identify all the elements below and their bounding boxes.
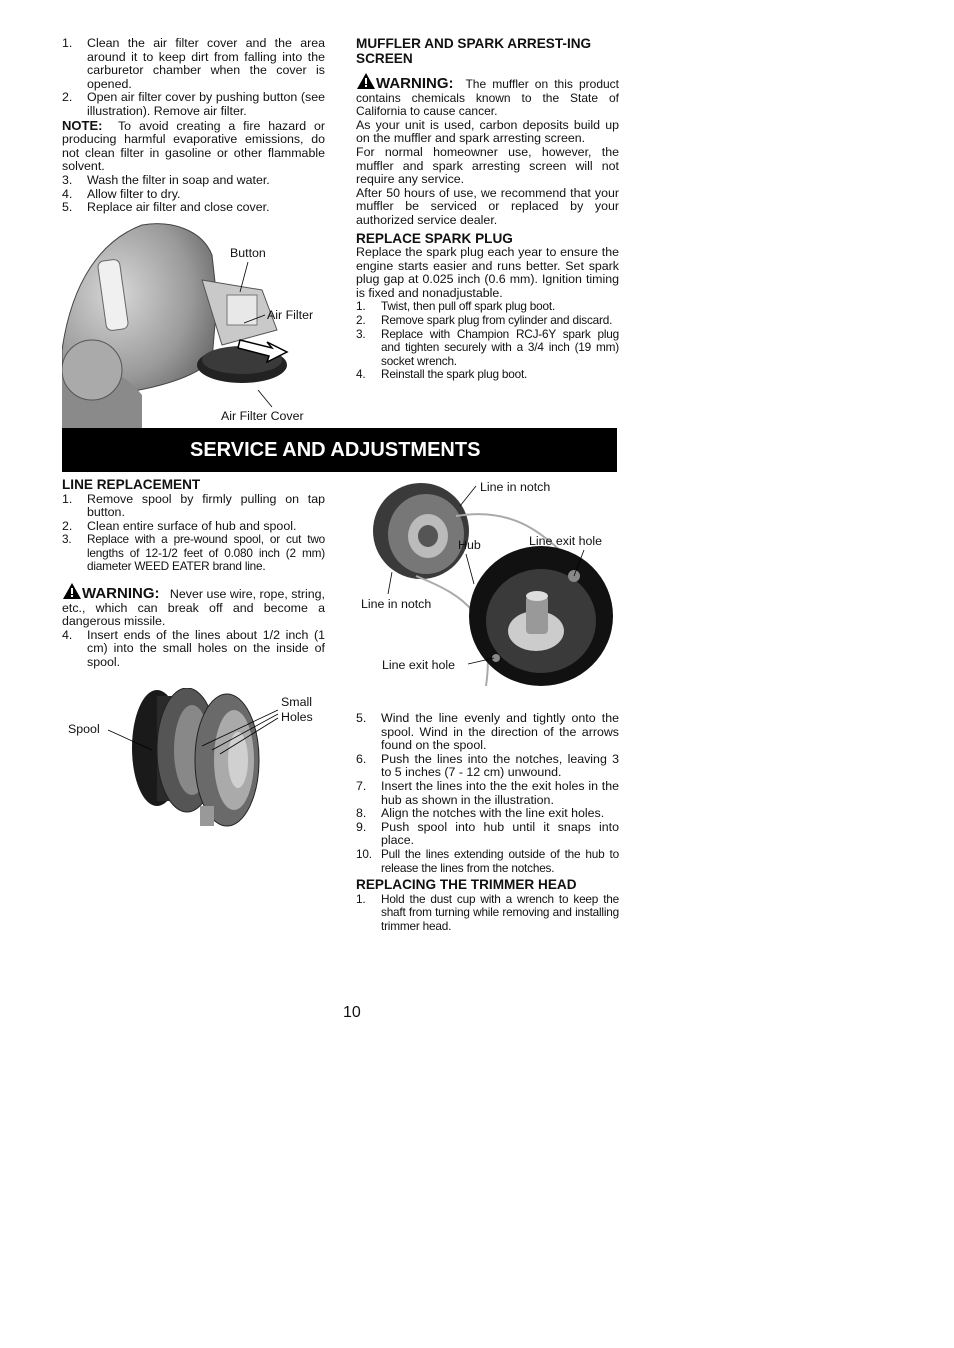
trimmer-head-steps <box>356 893 619 934</box>
figure-label-air-filter: Air Filter <box>267 308 314 322</box>
section-banner: SERVICE AND ADJUSTMENTS <box>62 428 617 472</box>
warning-label: WARNING: <box>82 585 160 603</box>
list-item: 2. Open air filter cover by pushing button (see illustration). Remove air filter. <box>62 90 325 118</box>
muffler-para: For normal homeowner use, however, the muffler and spark arresting screen will not require any service. <box>356 144 619 187</box>
air-filter-steps-a <box>62 37 325 119</box>
list-item: 1. Hold the dust cup with a wrench to keep the shaft from turning while removing and installing trimmer head. <box>356 891 619 933</box>
list-item: 5. Replace air filter and close cover. <box>62 200 270 215</box>
warning-icon <box>62 582 82 600</box>
leader-lines <box>62 688 332 838</box>
figure-label-line-in-notch-left: Line in notch <box>361 597 432 611</box>
figure-label-hub: Hub <box>458 538 481 552</box>
warning-label: WARNING: <box>376 75 454 92</box>
air-filter-note: NOTE: To avoid creating a fire hazard or producing harmful evaporative emissions, do not clean filter in gasoline or other flammable solvent. <box>62 117 326 174</box>
winding-section <box>356 712 619 933</box>
muffler-para: After 50 hours of use, we recommend that your muffler be serviced or replaced by your authorized service dealer. <box>356 185 619 227</box>
figure-label-air-filter-cover: Air Filter Cover <box>221 409 304 423</box>
muffler-warning: WARNING: The muffler on this product contains chemicals known to the State of California to cause cancer. <box>356 72 619 119</box>
line-replacement-section <box>62 478 325 670</box>
list-item: 1. Clean the air filter cover and the area around it to keep dirt from falling into the carburetor chamber when the cover is opened. <box>62 36 325 91</box>
spool-figure <box>62 688 332 838</box>
list-item: 9. Push spool into hub until it snaps into place. <box>356 819 619 848</box>
hub-figure <box>356 476 618 701</box>
muffler-section <box>356 37 619 382</box>
line-replacement-steps-b <box>62 629 325 670</box>
note-label: NOTE: <box>62 117 103 133</box>
figure-label-line-exit-hole-bottom: Line exit hole <box>382 658 456 672</box>
list-item: 1. Remove spool by firmly pulling on tap button. <box>62 491 325 520</box>
list-item: 3. Replace with a pre-wound spool, or cut two lengths of 12-1/2 feet of 0.080 inch (2 mm) diameter WEED EATER brand line. <box>62 532 325 574</box>
spark-plug-intro: Replace the spark plug each year to ensure the engine starts easier and runs better. Set spark plug gap at 0.025 inch (0.6 mm). Ignition timing is fixed and nonadjustable. <box>356 245 619 300</box>
figure-label-spool: Spool <box>68 722 100 736</box>
figure-label-line-exit-hole-right: Line exit hole <box>529 534 603 548</box>
list-item: 10. Pull the lines extending outside of the hub to release the lines from the notches. <box>356 846 619 875</box>
list-item: 4. Insert ends of the lines about 1/2 inch (1 cm) into the small holes on the inside of spool. <box>62 627 325 670</box>
list-item: 2. Clean entire surface of hub and spool. <box>62 518 297 533</box>
figure-label-line-in-notch-top: Line in notch <box>480 480 551 494</box>
spark-plug-steps <box>356 300 619 382</box>
muffler-para: As your unit is used, carbon deposits build up on the muffler and spark arresting screen. <box>356 117 619 146</box>
line-replacement-warning: WARNING: Never use wire, rope, string, etc., which can break off and become a dangerous missile. <box>62 582 325 629</box>
spark-plug-heading: REPLACE SPARK PLUG <box>356 230 513 246</box>
trimmer-head-heading: REPLACING THE TRIMMER HEAD <box>356 877 577 893</box>
air-filter-figure <box>62 220 332 430</box>
list-item: 3. Replace with Champion RCJ-6Y spark plug and tighten securely with a 3/4 inch (19 mm) socket wrench. <box>356 326 619 368</box>
list-item: 6. Push the lines into the notches, leaving 3 to 5 inches (7 - 12 cm) unwound. <box>356 751 619 780</box>
figure-label-small: Small <box>281 695 312 709</box>
leader-lines <box>356 476 618 701</box>
line-replacement-steps-a <box>62 493 325 575</box>
list-item: 3. Wash the filter in soap and water. <box>62 172 270 187</box>
list-item: 4. Reinstall the spark plug boot. <box>356 367 528 382</box>
page-number: 10 <box>343 1004 361 1021</box>
line-replacement-heading: LINE REPLACEMENT <box>62 477 201 492</box>
air-filter-steps-b <box>62 174 325 215</box>
air-filter-section <box>62 37 325 215</box>
list-item: 4. Allow filter to dry. <box>62 186 181 201</box>
figure-label-holes: Holes <box>281 710 313 724</box>
list-item: 1. Twist, then pull off spark plug boot. <box>356 299 556 314</box>
list-item: 2. Remove spark plug from cylinder and discard. <box>356 313 613 327</box>
muffler-heading: MUFFLER AND SPARK ARREST-ING SCREEN <box>356 36 592 66</box>
list-item: 5. Wind the line evenly and tightly onto the spool. Wind in the direction of the arrows found on the spool. <box>356 711 619 753</box>
leader-lines <box>62 220 332 430</box>
winding-steps <box>356 712 619 875</box>
warning-icon <box>356 72 376 90</box>
figure-label-button: Button <box>230 246 266 260</box>
list-item: 7. Insert the lines into the the exit holes in the hub as shown in the illustration. <box>356 778 619 807</box>
list-item: 8. Align the notches with the line exit holes. <box>356 806 605 821</box>
